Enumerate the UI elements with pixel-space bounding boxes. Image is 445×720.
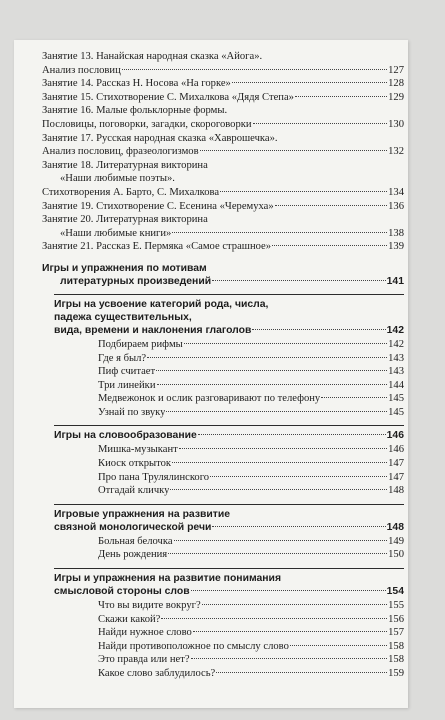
list-item[interactable] — [98, 667, 404, 681]
dot-leader — [212, 280, 386, 281]
page-number: 148 — [386, 521, 404, 533]
list-item[interactable] — [98, 443, 404, 457]
dot-leader — [295, 96, 387, 97]
dot-leader — [161, 618, 387, 619]
list-item[interactable] — [98, 640, 404, 654]
dot-leader — [191, 590, 386, 591]
dot-leader — [174, 540, 388, 541]
list-item[interactable] — [98, 365, 404, 379]
list-item[interactable] — [98, 379, 404, 393]
dot-leader — [157, 384, 388, 385]
page-number: 136 — [388, 200, 404, 212]
page-number: 158 — [388, 654, 404, 666]
dot-leader — [179, 448, 387, 449]
page-number: 147 — [388, 458, 404, 470]
list-item[interactable] — [98, 535, 404, 549]
dot-leader — [147, 357, 387, 358]
toc-entry-line: Занятие 16. Малые фольклорные формы. — [42, 105, 228, 117]
page-number: 146 — [386, 430, 404, 442]
entry-text: Киоск открыток — [98, 458, 172, 470]
subsection-block — [54, 294, 404, 420]
toc-entry[interactable] — [42, 240, 404, 254]
list-item[interactable] — [98, 613, 404, 627]
dot-leader — [275, 205, 387, 206]
page-number: 134 — [388, 186, 404, 198]
entry-text: Медвежонок и ослик разговаривают по телефону — [98, 393, 321, 405]
entry-text: Мишка-музыкант — [98, 444, 178, 456]
dot-leader — [210, 476, 387, 477]
entry-text: Узнай по звуку — [98, 406, 166, 418]
entry-text: Это правда или нет? — [98, 654, 190, 666]
list-item[interactable] — [98, 457, 404, 471]
dot-leader — [168, 553, 387, 554]
dot-leader — [166, 411, 387, 412]
toc-entry[interactable] — [42, 200, 404, 214]
page-number: 128 — [388, 78, 404, 90]
dot-leader — [193, 631, 387, 632]
list-item[interactable] — [98, 471, 404, 485]
toc-entry[interactable] — [42, 145, 404, 159]
main-section-entry[interactable] — [42, 275, 404, 288]
subsection-heading-line: Игры и упражнения на развитие понимания — [54, 573, 282, 585]
page-number: 130 — [388, 118, 404, 130]
page-number: 145 — [388, 406, 404, 418]
page-number: 145 — [388, 393, 404, 405]
entry-text: Найди нужное слово — [98, 627, 192, 639]
entry-text: Больная белочка — [98, 535, 173, 547]
page-number: 142 — [386, 324, 404, 336]
subsection-heading-entry[interactable] — [54, 585, 404, 598]
subsection-items — [98, 599, 404, 681]
dot-leader — [321, 397, 387, 398]
page-number: 129 — [388, 91, 404, 103]
list-item[interactable] — [98, 653, 404, 667]
page-number: 142 — [388, 338, 404, 350]
page-number: 157 — [388, 627, 404, 639]
subsection-items — [98, 443, 404, 497]
list-item[interactable] — [98, 626, 404, 640]
page-number: 147 — [388, 471, 404, 483]
dot-leader — [172, 462, 387, 463]
dot-leader — [191, 658, 388, 659]
dot-leader — [272, 245, 387, 246]
subsections — [42, 294, 404, 681]
dot-leader — [156, 370, 387, 371]
dot-leader — [122, 69, 387, 70]
dot-leader — [216, 672, 387, 673]
page-number: 154 — [386, 586, 404, 598]
table-of-contents — [42, 50, 404, 681]
page-number: 148 — [388, 485, 404, 497]
toc-entry[interactable] — [42, 227, 404, 241]
entry-text: Найди противоположное по смыслу слово — [98, 640, 289, 652]
entry-text: Пословицы, поговорки, загадки, скороговорки — [42, 118, 252, 130]
main-section-title-line1: Игры и упражнения по мотивам — [42, 262, 207, 274]
dot-leader — [253, 123, 388, 124]
entry-text: связной монологической речи — [54, 521, 212, 533]
list-item[interactable] — [98, 599, 404, 613]
subsection-heading-entry[interactable] — [54, 324, 404, 337]
list-item[interactable] — [98, 484, 404, 498]
entry-text: Игры на словообразование — [54, 430, 197, 442]
toc-entry-line: Занятие 20. Литературная викторина — [42, 214, 208, 226]
page-number: 138 — [388, 227, 404, 239]
subsection-heading-line: падежа существительных, — [54, 311, 192, 323]
dot-leader — [198, 434, 386, 435]
dot-leader — [220, 191, 387, 192]
entry-text: Стихотворения А. Барто, С. Михалкова — [42, 186, 220, 198]
page-number: 127 — [388, 64, 404, 76]
entry-text: Какое слово заблудилось? — [98, 668, 216, 679]
entry-text: Про пана Трулялинского — [98, 471, 210, 483]
dot-leader — [170, 489, 387, 490]
dot-leader — [202, 604, 387, 605]
page-number: 144 — [388, 379, 404, 391]
toc-entry[interactable] — [42, 186, 404, 200]
entry-text: Занятие 19. Стихотворение С. Есенина «Черемуха» — [42, 200, 274, 212]
entry-text: смысловой стороны слов — [54, 586, 190, 598]
toc-entry[interactable] — [42, 64, 404, 78]
entry-text: «Наши любимые книги» — [60, 227, 172, 239]
page-number: 139 — [388, 241, 404, 253]
subsection-heading-entry[interactable] — [54, 521, 404, 534]
subsection-heading-line: Игровые упражнения на развитие — [54, 508, 231, 520]
list-item[interactable] — [98, 548, 404, 562]
dot-leader — [232, 82, 387, 83]
subsection-heading-line: Игры на усвоение категорий рода, числа, — [54, 298, 269, 310]
subsection-heading-entry[interactable] — [54, 429, 404, 442]
entry-text: Занятие 21. Рассказ Е. Пермяка «Самое страшное» — [42, 241, 272, 253]
entry-text: Отгадай кличку — [98, 485, 170, 497]
toc-entry[interactable] — [42, 91, 404, 105]
entry-text: Анализ пословиц, фразеологизмов — [42, 146, 199, 158]
subsection-block — [54, 504, 404, 562]
list-item[interactable] — [98, 406, 404, 420]
lessons-list — [42, 50, 404, 254]
dot-leader — [252, 329, 385, 330]
page-number: 155 — [388, 600, 404, 612]
page-number: 143 — [388, 352, 404, 364]
list-item[interactable] — [98, 392, 404, 406]
subsection-items — [98, 338, 404, 420]
page-number: 159 — [388, 668, 404, 679]
entry-text: Занятие 14. Рассказ Н. Носова «На горке» — [42, 78, 231, 90]
page-number: 143 — [388, 366, 404, 378]
subsection-items — [98, 535, 404, 562]
page-number: 132 — [388, 146, 404, 158]
page-number: 141 — [386, 275, 404, 287]
list-item[interactable] — [98, 338, 404, 352]
dot-leader — [212, 526, 385, 527]
subsection-block — [54, 568, 404, 681]
toc-entry[interactable] — [42, 118, 404, 132]
toc-entry-line: «Наши любимые поэты». — [60, 173, 175, 185]
entry-text: Анализ пословиц — [42, 64, 121, 76]
page-number: 146 — [388, 444, 404, 456]
entry-text: Подбираем рифмы — [98, 338, 183, 350]
page-number: 158 — [388, 640, 404, 652]
entry-text: Пиф считает — [98, 366, 156, 378]
entry-text: Три линейки — [98, 379, 156, 391]
list-item[interactable] — [98, 352, 404, 366]
entry-text: Где я был? — [98, 352, 147, 364]
toc-entry-line: Занятие 13. Нанайская народная сказка «Айога». — [42, 51, 263, 62]
entry-text: вида, времени и наклонения глаголов — [54, 324, 252, 336]
dot-leader — [184, 343, 387, 344]
toc-entry-line: Занятие 18. Литературная викторина — [42, 159, 208, 171]
entry-text: Скажи какой? — [98, 613, 161, 625]
book-page — [14, 40, 408, 708]
entry-text: Занятие 15. Стихотворение С. Михалкова «Дядя Степа» — [42, 91, 294, 103]
dot-leader — [200, 150, 388, 151]
entry-text: Что вы видите вокруг? — [98, 600, 201, 612]
page-number: 156 — [388, 613, 404, 625]
main-section-title-line2: литературных произведений — [60, 275, 212, 287]
page-number: 150 — [388, 549, 404, 561]
subsection-block — [54, 425, 404, 497]
dot-leader — [172, 232, 387, 233]
page-number: 149 — [388, 535, 404, 547]
dot-leader — [290, 645, 387, 646]
toc-entry[interactable] — [42, 77, 404, 91]
main-section-heading — [42, 260, 404, 288]
entry-text: День рождения — [98, 549, 168, 561]
toc-entry-line: Занятие 17. Русская народная сказка «Хаврошечка». — [42, 132, 278, 144]
